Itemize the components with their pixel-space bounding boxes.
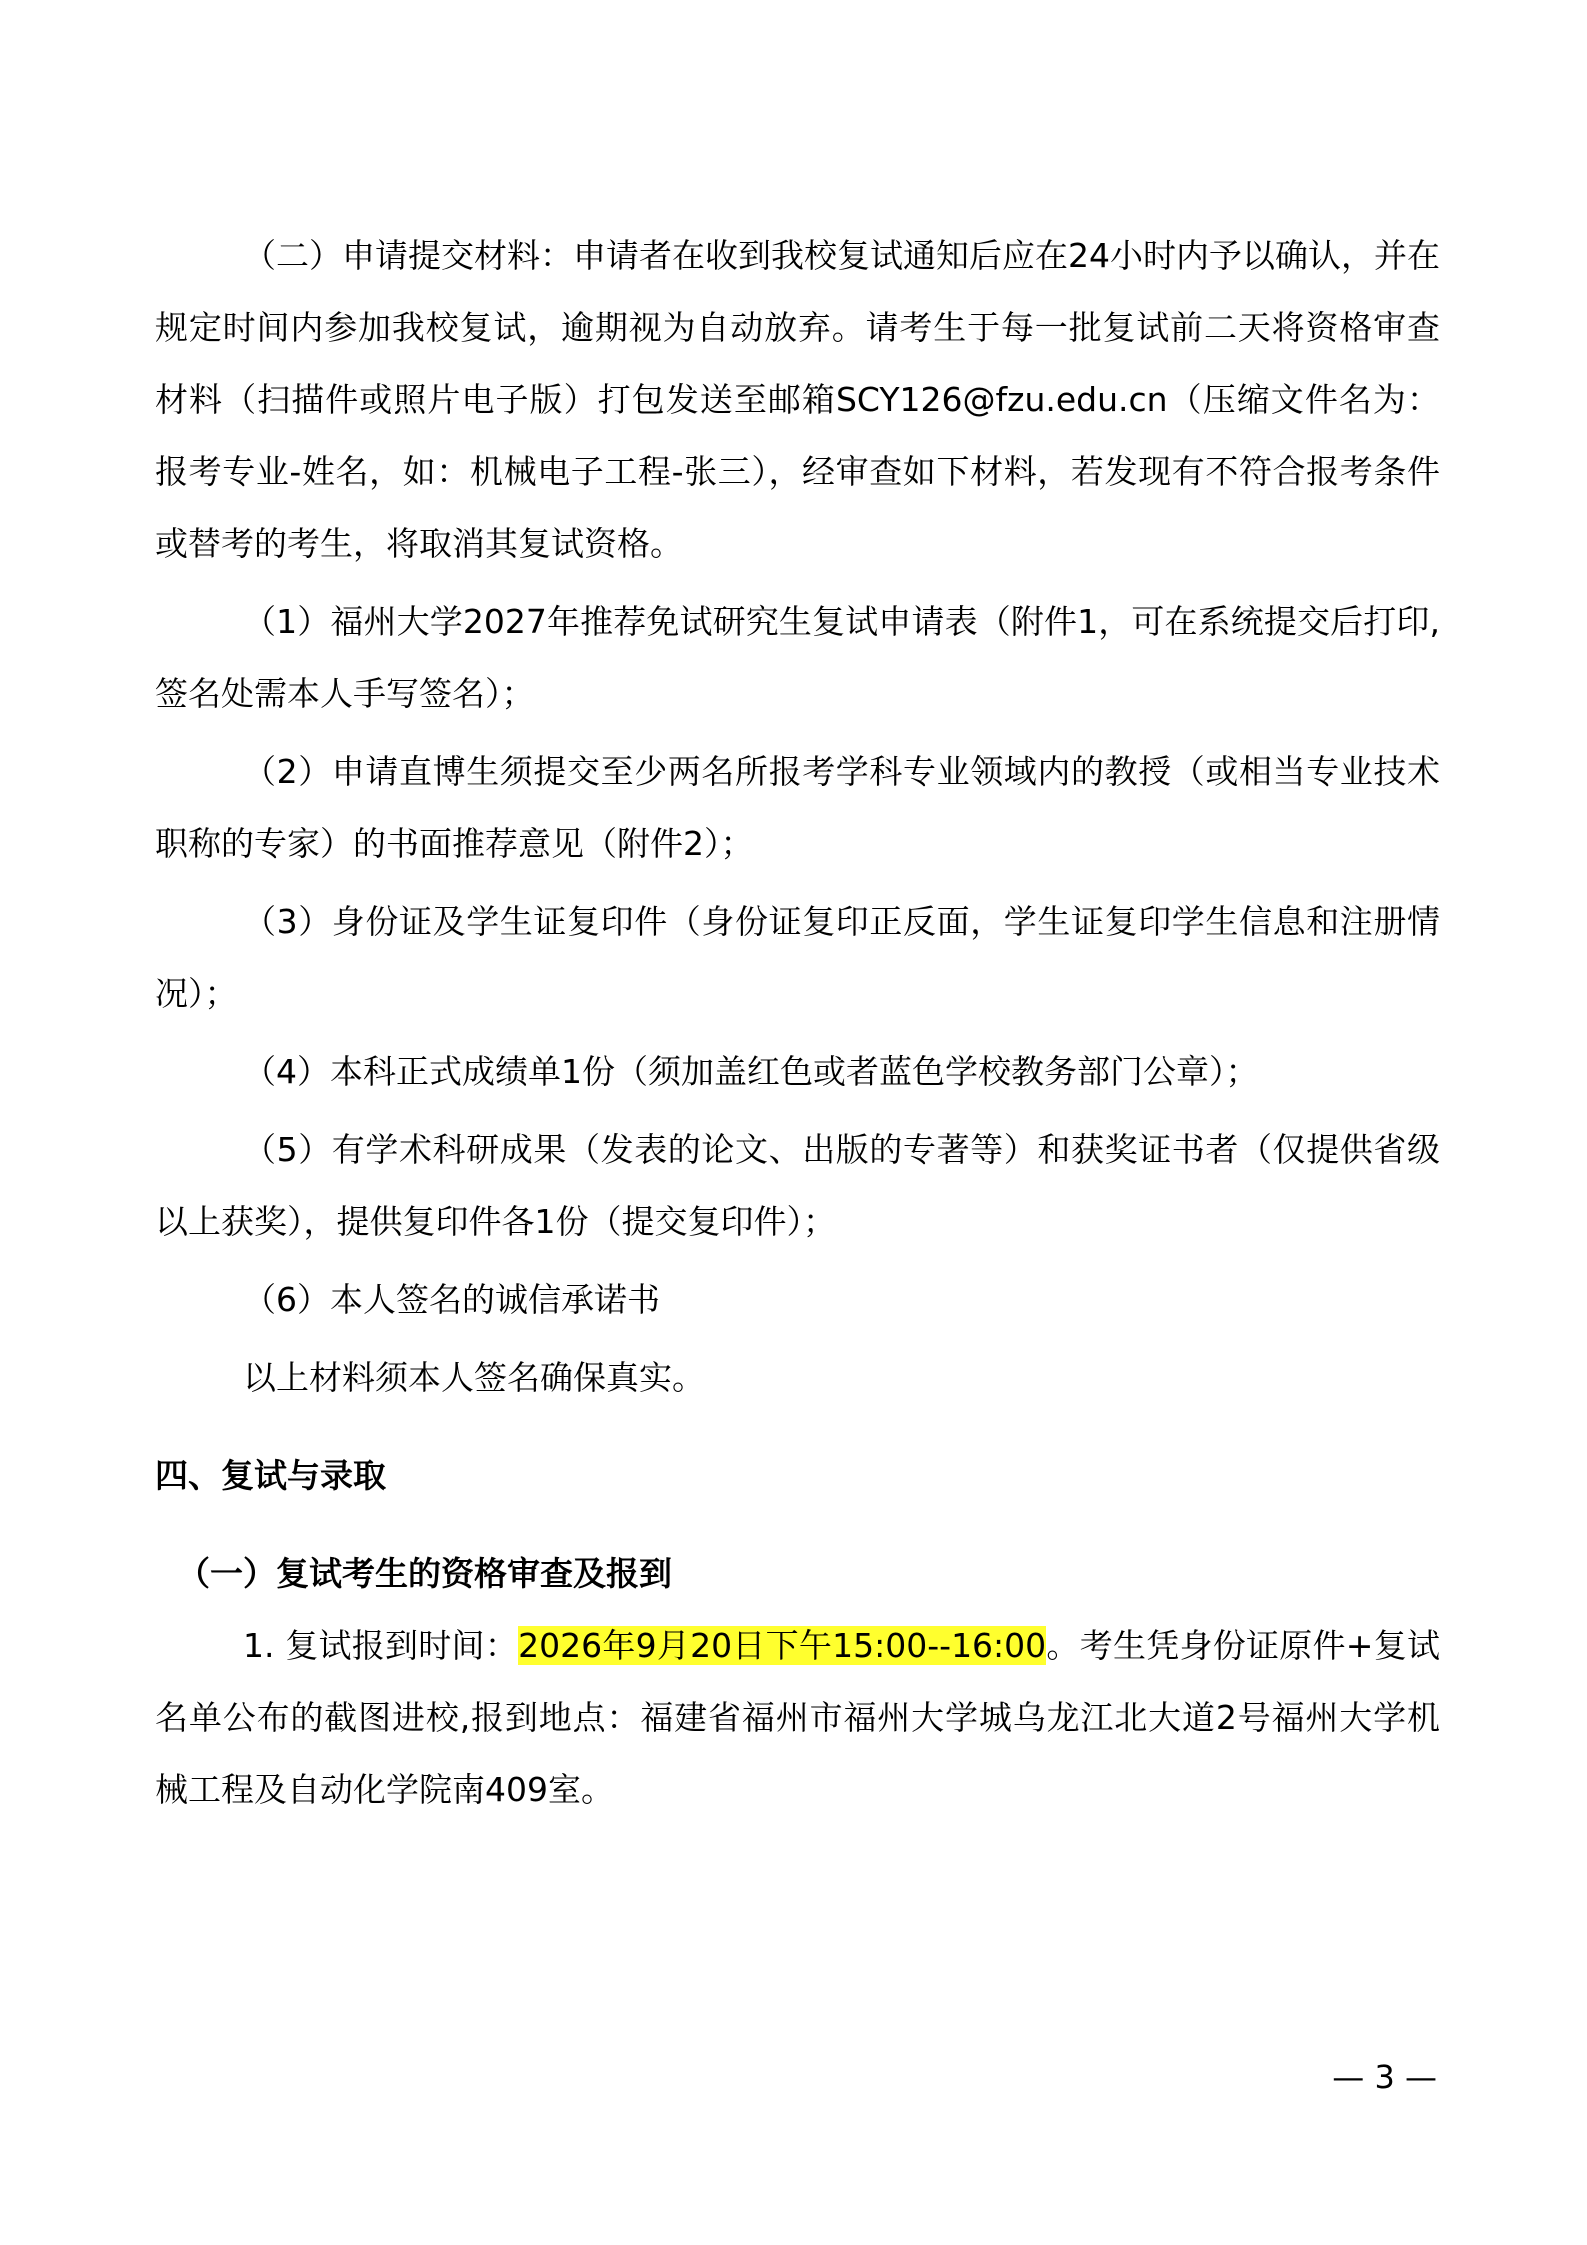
material-item-2: （2）申请直博生须提交至少两名所报考学科专业领域内的教授（或相当专业技术职称的专家）的书面推荐意见（附件2）； (155, 752, 1440, 863)
material-item-1: （1）福州大学2027年推荐免试研究生复试申请表（附件1，可在系统提交后打印,签名处需本人手写签名）； (155, 602, 1440, 713)
report-time-label: 1. 复试报到时间： (243, 1626, 519, 1665)
material-item-4: （4）本科正式成绩单1份（须加盖红色或者蓝色学校教务部门公章）； (243, 1052, 1259, 1091)
material-item-5: （5）有学术科研成果（发表的论文、出版的专著等）和获奖证书者（仅提供省级以上获奖），提供复印件各1份（提交复印件）； (155, 1130, 1440, 1241)
material-item-6: （6）本人签名的诚信承诺书 (243, 1280, 660, 1319)
material-note: 以上材料须本人签名确保真实。 (243, 1358, 705, 1397)
page-content (155, 220, 1440, 1826)
report-location-text: 。考生凭身份证原件+复试名单公布的截图进校,报到地点：福建省福州市福州大学城乌龙江北大道2号福州大学机械工程及自动化学院南409室。 (155, 1626, 1440, 1809)
sub-heading: （一）复试考生的资格审查及报到 (177, 1554, 672, 1593)
page-number: — 3 — (1332, 2058, 1437, 2096)
report-time-paragraph (155, 1610, 1440, 1826)
report-time-highlight: 2026年9月20日下午15:00--16:00 (518, 1626, 1047, 1665)
section-heading: 四、复试与录取 (155, 1456, 386, 1495)
section-2-paragraph: （二）申请提交材料：申请者在收到我校复试通知后应在24小时内予以确认，并在规定时间内参加我校复试，逾期视为自动放弃。请考生于每一批复试前二天将资格审查材料（扫描件或照片电子版）打包发送至邮箱SCY126@fzu.edu.cn（压缩文件名为：报考专业-姓名，如：机械电子工程-张三），经审查如下材料，若发现有不符合报考条件或替考的考生，将取消其复试资格。 (155, 236, 1440, 563)
material-item-3: （3）身份证及学生证复印件（身份证复印正反面，学生证复印学生信息和注册情况）； (155, 902, 1440, 1013)
